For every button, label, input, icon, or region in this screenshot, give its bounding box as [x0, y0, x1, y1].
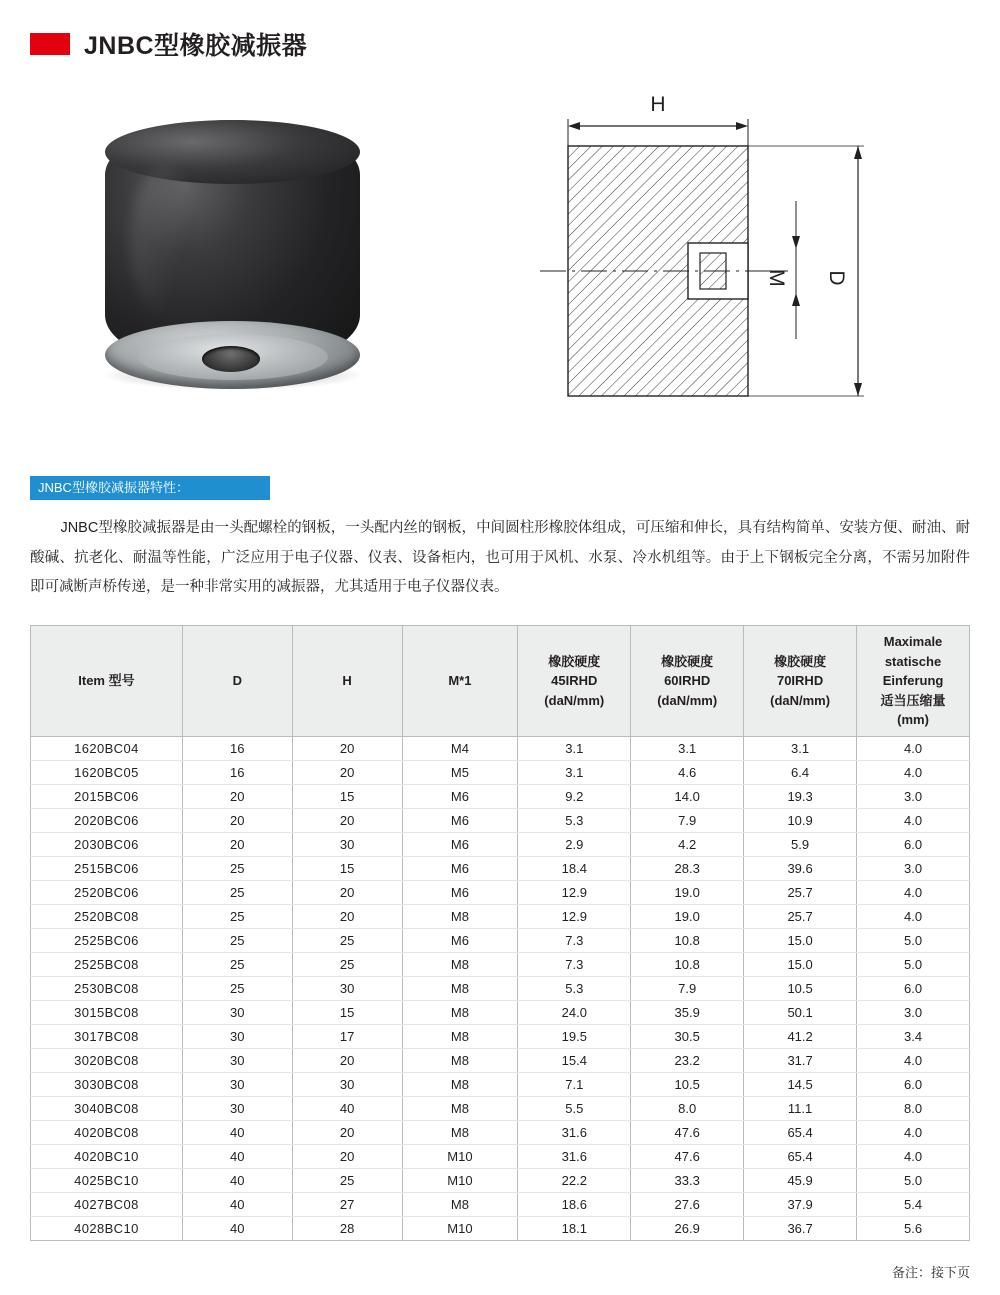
cell-item-code: 2520BC06 [31, 880, 183, 904]
table-cell: 30 [182, 1072, 292, 1096]
table-cell: 40 [182, 1144, 292, 1168]
svg-text:D: D [825, 270, 848, 286]
table-cell: 30 [182, 1048, 292, 1072]
table-cell: M5 [402, 760, 518, 784]
table-cell: 8.0 [857, 1096, 970, 1120]
table-cell: 39.6 [744, 856, 857, 880]
figure-area [0, 76, 1000, 466]
table-cell: 5.9 [744, 832, 857, 856]
table-row [31, 1072, 970, 1096]
table-cell: 11.1 [744, 1096, 857, 1120]
page-title: JNBC型橡胶减振器 [84, 32, 308, 60]
section-heading-label: JNBC型橡胶减振器特性： [38, 480, 189, 495]
table-cell: 25 [292, 928, 402, 952]
table-row [31, 1048, 970, 1072]
table-cell: 50.1 [744, 1000, 857, 1024]
table-row [31, 904, 970, 928]
table-cell: 18.4 [518, 856, 631, 880]
table-cell: 31.6 [518, 1120, 631, 1144]
cell-item-code: 4025BC10 [31, 1168, 183, 1192]
footer-note: 备注：接下页 [891, 1265, 970, 1280]
table-cell: 19.3 [744, 784, 857, 808]
cell-item-code: 2515BC06 [31, 856, 183, 880]
table-cell: 26.9 [631, 1216, 744, 1240]
table-cell: 25 [182, 856, 292, 880]
table-cell: 6.4 [744, 760, 857, 784]
table-cell: 10.8 [631, 952, 744, 976]
col-header-h: H [292, 626, 402, 737]
table-row [31, 760, 970, 784]
table-cell: 7.3 [518, 928, 631, 952]
table-cell: 40 [292, 1096, 402, 1120]
table-row [31, 952, 970, 976]
description-paragraph: JNBC型橡胶减振器是由一头配螺栓的钢板，一头配内丝的钢板，中间圆柱形橡胶体组成，可压缩和伸长，具有结构简单、安装方便、耐油、耐酸碱、抗老化、耐温等性能，广泛应用于电子仪器、仪表、设备柜内，也可用于风机、水泵、冷水机组等。由于上下钢板完全分离，不需另加附件即可减断声桥传递，是一种非常实用的减振器，尤其适用于电子仪器仪表。 [30, 520, 970, 596]
table-cell: 2.9 [518, 832, 631, 856]
section-heading [30, 476, 970, 500]
cell-item-code: 2525BC06 [31, 928, 183, 952]
table-cell: 47.6 [631, 1120, 744, 1144]
table-cell: 20 [292, 736, 402, 760]
table-cell: 36.7 [744, 1216, 857, 1240]
table-cell: 5.0 [857, 1168, 970, 1192]
table-cell: 12.9 [518, 904, 631, 928]
table-row [31, 1096, 970, 1120]
table-cell: M8 [402, 904, 518, 928]
table-cell: 25 [292, 1168, 402, 1192]
table-cell: 5.6 [857, 1216, 970, 1240]
cell-item-code: 2015BC06 [31, 784, 183, 808]
table-cell: 10.5 [631, 1072, 744, 1096]
table-cell: 19.0 [631, 904, 744, 928]
spec-table-header-row [31, 626, 970, 737]
table-cell: M6 [402, 832, 518, 856]
table-cell: 10.8 [631, 928, 744, 952]
table-cell: 27.6 [631, 1192, 744, 1216]
table-cell: 10.5 [744, 976, 857, 1000]
table-cell: 20 [292, 808, 402, 832]
table-cell: 5.5 [518, 1096, 631, 1120]
table-cell: 7.9 [631, 976, 744, 1000]
table-cell: 24.0 [518, 1000, 631, 1024]
table-cell: 4.0 [857, 880, 970, 904]
cell-item-code: 3020BC08 [31, 1048, 183, 1072]
table-cell: M10 [402, 1216, 518, 1240]
cell-item-code: 3040BC08 [31, 1096, 183, 1120]
table-cell: M6 [402, 784, 518, 808]
table-cell: 7.1 [518, 1072, 631, 1096]
table-cell: 25 [182, 952, 292, 976]
cell-item-code: 2030BC06 [31, 832, 183, 856]
table-cell: 5.3 [518, 976, 631, 1000]
table-cell: M8 [402, 1120, 518, 1144]
cell-item-code: 2020BC06 [31, 808, 183, 832]
cell-item-code: 3030BC08 [31, 1072, 183, 1096]
technical-drawing [520, 81, 940, 451]
table-cell: 12.9 [518, 880, 631, 904]
table-cell: 4.0 [857, 736, 970, 760]
photo-highlight [130, 166, 200, 316]
table-cell: 40 [182, 1168, 292, 1192]
cell-item-code: 3015BC08 [31, 1000, 183, 1024]
svg-text:M: M [765, 269, 788, 287]
table-cell: 6.0 [857, 976, 970, 1000]
table-cell: M8 [402, 1072, 518, 1096]
table-cell: 15.0 [744, 928, 857, 952]
table-cell: 18.1 [518, 1216, 631, 1240]
table-cell: 4.2 [631, 832, 744, 856]
col-header-hardness-70: 橡胶硬度 70IRHD (daN/mm) [744, 626, 857, 737]
rubber-mount-photo [100, 106, 365, 391]
table-cell: M8 [402, 1192, 518, 1216]
table-cell: 30 [182, 1000, 292, 1024]
table-cell: 14.5 [744, 1072, 857, 1096]
table-row [31, 832, 970, 856]
spec-table-head [31, 626, 970, 737]
svg-text:H: H [650, 93, 666, 116]
table-cell: 31.7 [744, 1048, 857, 1072]
cell-item-code: 4020BC10 [31, 1144, 183, 1168]
table-row [31, 1144, 970, 1168]
table-cell: 20 [292, 880, 402, 904]
table-cell: 45.9 [744, 1168, 857, 1192]
table-cell: 9.2 [518, 784, 631, 808]
table-row [31, 928, 970, 952]
table-cell: 20 [292, 760, 402, 784]
threaded-hole [202, 346, 260, 372]
table-cell: 20 [182, 832, 292, 856]
table-cell: 40 [182, 1192, 292, 1216]
table-cell: M6 [402, 880, 518, 904]
table-cell: 20 [292, 1144, 402, 1168]
table-cell: 5.3 [518, 808, 631, 832]
cell-item-code: 4028BC10 [31, 1216, 183, 1240]
table-cell: 16 [182, 736, 292, 760]
table-cell: 40 [182, 1216, 292, 1240]
col-header-m: M*1 [402, 626, 518, 737]
cell-item-code: 1620BC04 [31, 736, 183, 760]
table-cell: M8 [402, 976, 518, 1000]
table-cell: 47.6 [631, 1144, 744, 1168]
table-cell: 4.0 [857, 1120, 970, 1144]
table-cell: 8.0 [631, 1096, 744, 1120]
table-cell: 20 [292, 1048, 402, 1072]
table-cell: 4.6 [631, 760, 744, 784]
table-cell: 15.4 [518, 1048, 631, 1072]
table-cell: 25 [182, 976, 292, 1000]
page-header [0, 0, 1000, 62]
table-cell: 3.4 [857, 1024, 970, 1048]
table-cell: 30 [182, 1096, 292, 1120]
table-cell: M8 [402, 1000, 518, 1024]
table-cell: 20 [182, 784, 292, 808]
table-cell: 19.5 [518, 1024, 631, 1048]
cell-item-code: 1620BC05 [31, 760, 183, 784]
table-cell: 30.5 [631, 1024, 744, 1048]
table-cell: 3.1 [518, 760, 631, 784]
spec-table-wrapper [30, 625, 970, 1241]
table-cell: 5.0 [857, 928, 970, 952]
col-header-d: D [182, 626, 292, 737]
table-cell: M10 [402, 1168, 518, 1192]
table-cell: 14.0 [631, 784, 744, 808]
cell-item-code: 2530BC08 [31, 976, 183, 1000]
spec-table-body [31, 736, 970, 1240]
table-cell: 25.7 [744, 880, 857, 904]
table-cell: 18.6 [518, 1192, 631, 1216]
table-cell: 3.0 [857, 856, 970, 880]
table-cell: M4 [402, 736, 518, 760]
table-row [31, 880, 970, 904]
table-cell: 30 [292, 832, 402, 856]
table-cell: 20 [292, 904, 402, 928]
table-cell: 30 [182, 1024, 292, 1048]
cell-item-code: 3017BC08 [31, 1024, 183, 1048]
table-cell: M8 [402, 1048, 518, 1072]
table-row [31, 1024, 970, 1048]
table-row [31, 856, 970, 880]
table-cell: 7.3 [518, 952, 631, 976]
table-cell: 25 [182, 880, 292, 904]
table-cell: 28 [292, 1216, 402, 1240]
table-cell: 25 [292, 952, 402, 976]
table-cell: 15 [292, 784, 402, 808]
table-row [31, 808, 970, 832]
table-cell: M6 [402, 808, 518, 832]
table-cell: 15 [292, 856, 402, 880]
table-cell: 15 [292, 1000, 402, 1024]
table-cell: 4.0 [857, 760, 970, 784]
table-cell: 4.0 [857, 904, 970, 928]
table-cell: 25.7 [744, 904, 857, 928]
table-cell: 10.9 [744, 808, 857, 832]
table-row [31, 1216, 970, 1240]
col-header-hardness-60: 橡胶硬度 60IRHD (daN/mm) [631, 626, 744, 737]
table-cell: M8 [402, 1096, 518, 1120]
table-cell: 16 [182, 760, 292, 784]
table-cell: 20 [292, 1120, 402, 1144]
table-cell: 3.1 [631, 736, 744, 760]
col-header-item: Item 型号 [31, 626, 183, 737]
table-cell: 3.0 [857, 784, 970, 808]
table-cell: 41.2 [744, 1024, 857, 1048]
table-cell: 3.0 [857, 1000, 970, 1024]
cell-item-code: 4020BC08 [31, 1120, 183, 1144]
table-row [31, 1168, 970, 1192]
table-cell: 20 [182, 808, 292, 832]
red-accent-mark [30, 33, 70, 55]
table-cell: 15.0 [744, 952, 857, 976]
table-row [31, 736, 970, 760]
table-cell: 6.0 [857, 1072, 970, 1096]
table-cell: 25 [182, 904, 292, 928]
table-cell: 23.2 [631, 1048, 744, 1072]
table-cell: 17 [292, 1024, 402, 1048]
table-cell: 35.9 [631, 1000, 744, 1024]
table-cell: 27 [292, 1192, 402, 1216]
table-cell: 6.0 [857, 832, 970, 856]
table-cell: M10 [402, 1144, 518, 1168]
table-cell: 3.1 [518, 736, 631, 760]
col-header-hardness-45: 橡胶硬度 45IRHD (daN/mm) [518, 626, 631, 737]
table-cell: 4.0 [857, 1144, 970, 1168]
table-cell: M6 [402, 856, 518, 880]
table-row [31, 1120, 970, 1144]
table-cell: 3.1 [744, 736, 857, 760]
cell-item-code: 4027BC08 [31, 1192, 183, 1216]
table-row [31, 1000, 970, 1024]
table-row [31, 976, 970, 1000]
table-cell: 30 [292, 976, 402, 1000]
cell-item-code: 2520BC08 [31, 904, 183, 928]
table-row [31, 1192, 970, 1216]
table-cell: 33.3 [631, 1168, 744, 1192]
table-cell: M6 [402, 928, 518, 952]
table-cell: 5.4 [857, 1192, 970, 1216]
table-cell: 31.6 [518, 1144, 631, 1168]
table-cell: 7.9 [631, 808, 744, 832]
cell-item-code: 2525BC08 [31, 952, 183, 976]
table-cell: 40 [182, 1120, 292, 1144]
table-cell: 19.0 [631, 880, 744, 904]
table-cell: 4.0 [857, 1048, 970, 1072]
table-cell: 22.2 [518, 1168, 631, 1192]
table-cell: 65.4 [744, 1144, 857, 1168]
table-cell: 25 [182, 928, 292, 952]
table-cell: 4.0 [857, 808, 970, 832]
table-cell: 65.4 [744, 1120, 857, 1144]
table-cell: 5.0 [857, 952, 970, 976]
table-cell: M8 [402, 1024, 518, 1048]
table-row [31, 784, 970, 808]
table-cell: 28.3 [631, 856, 744, 880]
table-cell: M8 [402, 952, 518, 976]
table-cell: 37.9 [744, 1192, 857, 1216]
table-cell: 30 [292, 1072, 402, 1096]
rubber-top-face [105, 120, 360, 184]
col-header-max-static-deflection: Maximale statische Einferung 适当压缩量 (mm) [857, 626, 970, 737]
spec-table [30, 625, 970, 1241]
